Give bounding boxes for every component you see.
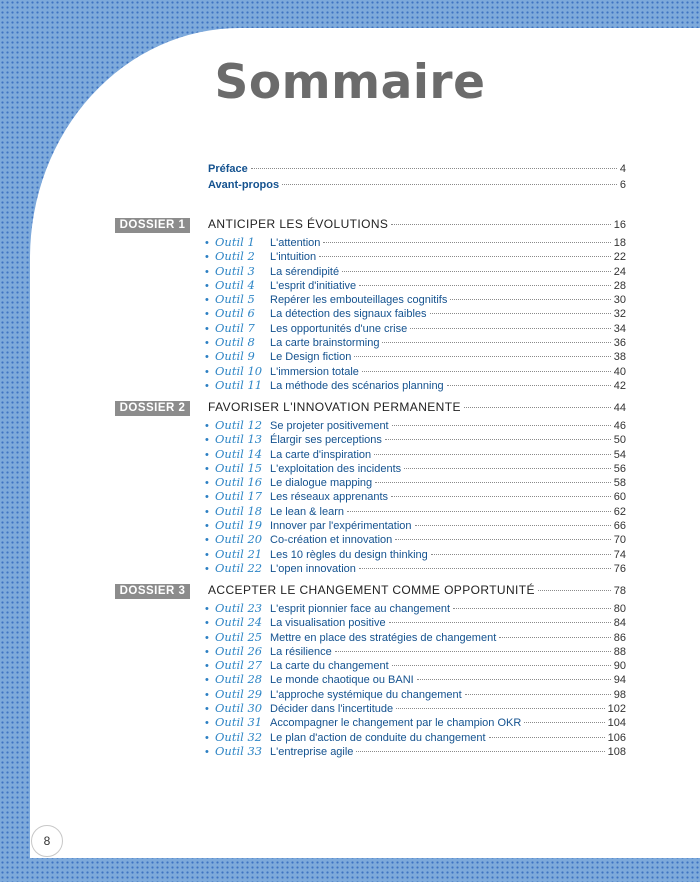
tool-label: Co-création et innovation — [270, 534, 393, 547]
leader-dots — [499, 637, 611, 638]
bullet-icon: • — [205, 448, 209, 461]
tool-number: Outil 23 — [215, 601, 263, 615]
toc-tool-entry[interactable] — [205, 518, 626, 532]
tool-page: 90 — [613, 660, 626, 673]
tool-label: La sérendipité — [270, 265, 340, 278]
tool-label: Le plan d'action de conduite du changement — [270, 731, 486, 744]
bullet-icon: • — [205, 631, 209, 644]
tool-page: 40 — [613, 365, 626, 378]
toc-tool-entry[interactable] — [205, 278, 626, 292]
bullet-icon: • — [205, 505, 209, 518]
bullet-icon: • — [205, 603, 209, 615]
tool-page: 88 — [613, 645, 626, 658]
tool-page: 50 — [613, 434, 626, 447]
tool-label: Les réseaux apprenants — [270, 491, 389, 504]
dossier-badge: DOSSIER 2 — [115, 401, 190, 416]
tool-number: Outil 26 — [215, 643, 263, 658]
tool-number: Outil 4 — [215, 277, 255, 292]
tool-number: Outil 31 — [215, 715, 263, 730]
tool-page: 70 — [613, 534, 626, 547]
tool-label: L'attention — [270, 237, 321, 249]
tool-page: 106 — [607, 731, 626, 744]
leader-dots — [362, 371, 611, 372]
tool-page: 38 — [613, 351, 626, 364]
toc-tool-entry[interactable] — [205, 730, 626, 744]
preliminaries — [208, 163, 626, 195]
tool-page: 86 — [613, 631, 626, 644]
toc-entry-page: 6 — [619, 179, 626, 191]
tool-label: La carte brainstorming — [270, 337, 380, 350]
bullet-icon: • — [205, 379, 209, 392]
tool-label: La résilience — [270, 645, 332, 658]
tool-number: Outil 20 — [215, 532, 263, 547]
tool-page: 66 — [613, 520, 626, 533]
leader-dots — [375, 482, 611, 483]
toc-entry-page: 4 — [619, 163, 626, 175]
leader-dots — [382, 342, 610, 343]
dossier-section-2 — [115, 400, 626, 575]
tool-number: Outil 12 — [215, 418, 263, 432]
bullet-icon: • — [205, 265, 209, 278]
tool-label: Le monde chaotique ou BANI — [270, 674, 414, 687]
tool-label: Accompagner le changement par le champion OKR — [270, 717, 522, 730]
tool-page: 76 — [613, 562, 626, 575]
tool-page: 18 — [613, 237, 626, 249]
leader-dots — [347, 511, 611, 512]
leader-dots — [524, 722, 604, 723]
tool-page: 22 — [613, 251, 626, 264]
tool-number: Outil 29 — [215, 686, 263, 701]
leader-dots — [464, 407, 611, 408]
tool-number: Outil 22 — [215, 560, 263, 575]
bullet-icon: • — [205, 434, 209, 447]
bullet-icon: • — [205, 660, 209, 673]
leader-dots — [359, 285, 611, 286]
bullet-icon: • — [205, 548, 209, 561]
tool-number: Outil 14 — [215, 446, 263, 461]
tool-page: 54 — [613, 448, 626, 461]
tool-label: La visualisation positive — [270, 617, 386, 630]
leader-dots — [392, 425, 611, 426]
tool-label: Mettre en place des stratégies de changement — [270, 631, 497, 644]
bullet-icon: • — [205, 308, 209, 321]
tool-page: 84 — [613, 617, 626, 630]
leader-dots — [359, 568, 611, 569]
bullet-icon: • — [205, 731, 209, 744]
tool-list — [205, 418, 626, 575]
toc-tool-entry[interactable] — [205, 249, 626, 263]
leader-dots — [450, 299, 610, 300]
bullet-icon: • — [205, 294, 209, 307]
dossier-badge: DOSSIER 1 — [115, 218, 190, 233]
leader-dots — [374, 454, 611, 455]
tool-label: L'open innovation — [270, 562, 356, 575]
tool-list — [205, 235, 626, 392]
tool-label: Décider dans l'incertitude — [270, 703, 394, 716]
leader-dots — [453, 608, 611, 609]
dossier-title: ANTICIPER LES ÉVOLUTIONS — [208, 217, 389, 231]
bullet-icon: • — [205, 237, 209, 249]
tool-label: La détection des signaux faibles — [270, 308, 427, 321]
tool-label: L'exploitation des incidents — [270, 462, 402, 475]
leader-dots — [356, 751, 604, 752]
toc-tool-entry[interactable] — [205, 630, 626, 644]
tool-number: Outil 16 — [215, 475, 263, 490]
leader-dots — [395, 539, 610, 540]
toc-entry-avant-propos[interactable] — [208, 179, 626, 195]
tool-label: Élargir ses perceptions — [270, 434, 382, 447]
leader-dots — [410, 328, 611, 329]
tool-label: La carte du changement — [270, 660, 389, 673]
toc-tool-entry[interactable] — [205, 235, 626, 249]
toc-entry-label: Préface — [208, 163, 248, 175]
tool-label: Le Design fiction — [270, 351, 352, 364]
toc-tool-entry[interactable] — [205, 615, 626, 629]
leader-dots — [465, 694, 611, 695]
toc-tool-entry[interactable] — [205, 532, 626, 546]
tool-label: Repérer les embouteillages cognitifs — [270, 294, 448, 307]
tool-number: Outil 32 — [215, 729, 263, 744]
dossier-page: 16 — [613, 219, 626, 231]
toc-tool-entry[interactable] — [205, 292, 626, 306]
tool-number: Outil 24 — [215, 615, 263, 630]
tool-page: 74 — [613, 548, 626, 561]
bullet-icon: • — [205, 674, 209, 687]
bullet-icon: • — [205, 745, 209, 758]
dossier-header[interactable] — [115, 400, 626, 417]
bullet-icon: • — [205, 703, 209, 716]
bullet-icon: • — [205, 617, 209, 630]
tool-label: La carte d'inspiration — [270, 448, 372, 461]
leader-dots — [431, 554, 611, 555]
leader-dots — [391, 496, 611, 497]
toc-entry-preface[interactable] — [208, 163, 626, 179]
dossier-section-3 — [115, 583, 626, 758]
tool-page: 80 — [613, 603, 626, 615]
tool-number: Outil 10 — [215, 363, 263, 378]
toc-tool-entry[interactable] — [205, 561, 626, 575]
tool-label: L'intuition — [270, 251, 317, 264]
toc-tool-entry[interactable] — [205, 701, 626, 715]
tool-label: L'esprit pionnier face au changement — [270, 603, 451, 615]
tool-page: 46 — [613, 420, 626, 432]
tool-number: Outil 5 — [215, 292, 255, 307]
tool-number: Outil 21 — [215, 546, 263, 561]
leader-dots — [342, 271, 611, 272]
dossier-badge: DOSSIER 3 — [115, 584, 190, 599]
toc-tool-entry[interactable] — [205, 547, 626, 561]
bullet-icon: • — [205, 462, 209, 475]
tool-page: 60 — [613, 491, 626, 504]
tool-page: 30 — [613, 294, 626, 307]
tool-page: 24 — [613, 265, 626, 278]
leader-dots — [282, 184, 617, 185]
page-number: 8 — [31, 825, 63, 857]
toc-tool-entry[interactable] — [205, 744, 626, 758]
tool-label: L'approche systémique du changement — [270, 688, 462, 701]
tool-page: 104 — [607, 717, 626, 730]
leader-dots — [354, 356, 610, 357]
toc-tool-entry[interactable] — [205, 349, 626, 363]
tool-number: Outil 33 — [215, 743, 263, 758]
dossier-page: 44 — [613, 402, 626, 414]
tool-number: Outil 30 — [215, 701, 263, 716]
leader-dots — [447, 385, 611, 386]
tool-number: Outil 8 — [215, 335, 255, 350]
bullet-icon: • — [205, 337, 209, 350]
bullet-icon: • — [205, 717, 209, 730]
leader-dots — [415, 525, 611, 526]
leader-dots — [323, 242, 610, 243]
bullet-icon: • — [205, 477, 209, 490]
leader-dots — [404, 468, 611, 469]
dossier-header[interactable] — [115, 217, 626, 234]
tool-label: Les 10 règles du design thinking — [270, 548, 428, 561]
bullet-icon: • — [205, 534, 209, 547]
toc-tool-entry[interactable] — [205, 489, 626, 503]
bullet-icon: • — [205, 365, 209, 378]
tool-number: Outil 6 — [215, 306, 255, 321]
leader-dots — [391, 224, 610, 225]
tool-label: Les opportunités d'une crise — [270, 322, 408, 335]
tool-label: L'entreprise agile — [270, 745, 354, 758]
dossier-header[interactable] — [115, 583, 626, 600]
toc-tool-entry[interactable] — [205, 264, 626, 278]
toc-tool-entry[interactable] — [205, 715, 626, 729]
tool-number: Outil 17 — [215, 489, 263, 504]
toc-tool-entry[interactable] — [205, 475, 626, 489]
tool-page: 108 — [607, 745, 626, 758]
toc-tool-entry[interactable] — [205, 644, 626, 658]
bullet-icon: • — [205, 688, 209, 701]
tool-number: Outil 19 — [215, 518, 263, 533]
leader-dots — [251, 168, 617, 169]
page-title: Sommaire — [214, 55, 486, 110]
leader-dots — [417, 679, 611, 680]
toc-tool-entry[interactable] — [205, 335, 626, 349]
tool-number: Outil 9 — [215, 349, 255, 364]
leader-dots — [489, 737, 605, 738]
tool-page: 32 — [613, 308, 626, 321]
tool-number: Outil 1 — [215, 235, 255, 249]
toc-tool-entry[interactable] — [205, 378, 626, 392]
tool-label: L'esprit d'initiative — [270, 279, 357, 292]
leader-dots — [389, 622, 611, 623]
toc-tool-entry[interactable] — [205, 321, 626, 335]
tool-number: Outil 15 — [215, 460, 263, 475]
tool-list — [205, 601, 626, 758]
tool-number: Outil 7 — [215, 320, 255, 335]
bullet-icon: • — [205, 562, 209, 575]
bullet-icon: • — [205, 279, 209, 292]
dossier-page: 78 — [613, 585, 626, 597]
tool-page: 98 — [613, 688, 626, 701]
leader-dots — [430, 313, 611, 314]
tool-number: Outil 27 — [215, 658, 263, 673]
toc-tool-entry[interactable] — [205, 432, 626, 446]
toc-tool-entry[interactable] — [205, 504, 626, 518]
tool-page: 56 — [613, 462, 626, 475]
tool-number: Outil 28 — [215, 672, 263, 687]
toc-tool-entry[interactable] — [205, 601, 626, 615]
tool-page: 42 — [613, 379, 626, 392]
leader-dots — [385, 439, 611, 440]
tool-label: L'immersion totale — [270, 365, 359, 378]
bullet-icon: • — [205, 491, 209, 504]
toc-tool-entry[interactable] — [205, 687, 626, 701]
tool-label: Se projeter positivement — [270, 420, 389, 432]
tool-page: 36 — [613, 337, 626, 350]
toc-tool-entry[interactable] — [205, 658, 626, 672]
leader-dots — [392, 665, 611, 666]
tool-number: Outil 18 — [215, 503, 263, 518]
tool-page: 58 — [613, 477, 626, 490]
tool-label: La méthode des scénarios planning — [270, 379, 444, 392]
tool-number: Outil 2 — [215, 249, 255, 264]
tool-page: 34 — [613, 322, 626, 335]
tool-label: Le lean & learn — [270, 505, 344, 518]
tool-number: Outil 3 — [215, 263, 255, 278]
toc-tool-entry[interactable] — [205, 306, 626, 320]
tool-page: 62 — [613, 505, 626, 518]
toc-tool-entry[interactable] — [205, 364, 626, 378]
tool-number: Outil 13 — [215, 432, 263, 447]
leader-dots — [396, 708, 604, 709]
bullet-icon: • — [205, 420, 209, 432]
bullet-icon: • — [205, 251, 209, 264]
toc-entry-label: Avant-propos — [208, 179, 280, 191]
tool-page: 28 — [613, 279, 626, 292]
dossier-title: FAVORISER L'INNOVATION PERMANENTE — [208, 400, 461, 414]
toc-tool-entry[interactable] — [205, 461, 626, 475]
bullet-icon: • — [205, 322, 209, 335]
dossier-title: ACCEPTER LE CHANGEMENT COMME OPPORTUNITÉ — [208, 583, 535, 597]
tool-number: Outil 11 — [215, 377, 263, 392]
leader-dots — [319, 256, 611, 257]
dossier-section-1 — [115, 217, 626, 392]
tool-label: Le dialogue mapping — [270, 477, 373, 490]
leader-dots — [335, 651, 611, 652]
bullet-icon: • — [205, 351, 209, 364]
tool-label: Innover par l'expérimentation — [270, 520, 412, 533]
bullet-icon: • — [205, 645, 209, 658]
tool-page: 102 — [607, 703, 626, 716]
toc-tool-entry[interactable] — [205, 672, 626, 686]
leader-dots — [538, 590, 611, 591]
tool-page: 94 — [613, 674, 626, 687]
tool-number: Outil 25 — [215, 629, 263, 644]
bullet-icon: • — [205, 520, 209, 533]
toc-tool-entry[interactable] — [205, 447, 626, 461]
toc-tool-entry[interactable] — [205, 418, 626, 432]
